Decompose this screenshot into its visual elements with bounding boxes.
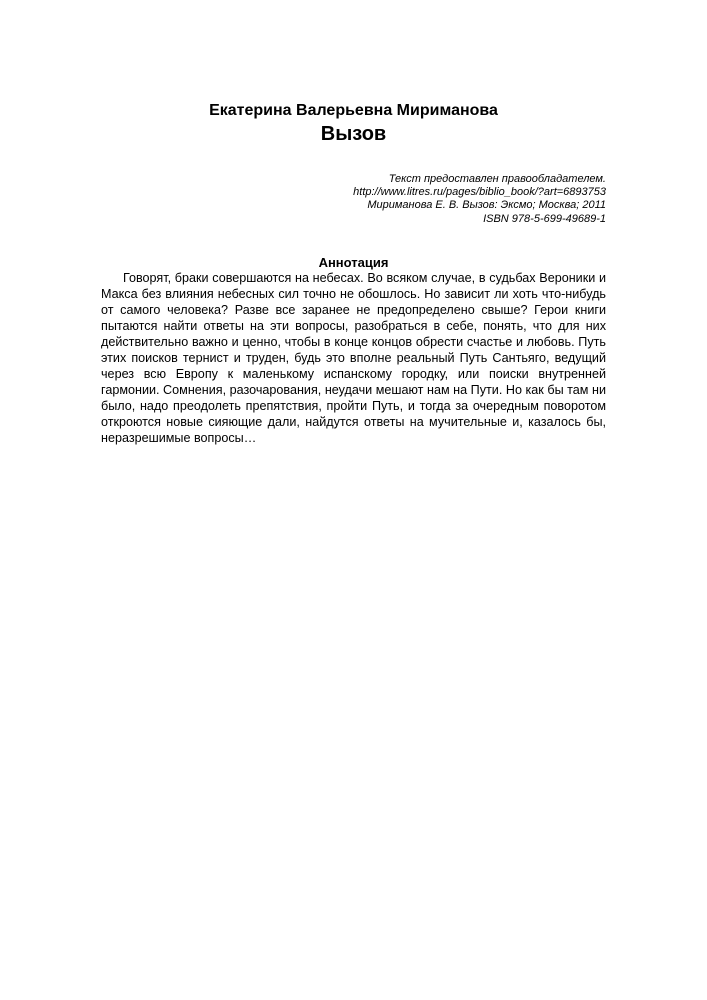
- book-title: Вызов: [320, 123, 387, 145]
- rights-holder-note: Текст предоставлен правообладателем.: [388, 173, 606, 185]
- source-info: [186, 173, 606, 226]
- annotation-text: Говорят, браки совершаются на небесах. Во всяком случае, в судьбах Вероники и Макса без влияния небесных сил точно не обошлось. Но зависит ли хоть что-нибудь от самого человека? Разве все заранее не предопределено свыше? Герои книги пытаются найти ответы на эти вопросы, разобраться в себе, понять, что для них действительно важно и ценно, чтобы в конце концов обрести счастье и любовь. Путь этих поисков тернист и труден, будь это вполне реальный Путь Сантьяго, ведущий через всю Европу к маленькому испанскому городку, или поиски внутренней гармонии. Сомнения, разочарования, неудачи мешают нам на Пути. Но как бы там ни было, надо преодолеть препятствия, пройти Путь, и тогда за очередным поворотом откроются новые сияющие дали, найдутся ответы на мучительные и, казалось бы, неразрешимые вопросы…: [101, 271, 606, 445]
- annotation-heading: Аннотация: [318, 255, 389, 270]
- source-url: http://www.litres.ru/pages/biblio_book/?art=6893753: [353, 186, 606, 199]
- citation: Мириманова Е. В. Вызов: Эксмо; Москва; 2011: [367, 199, 606, 212]
- isbn: ISBN 978-5-699-49689-1: [483, 212, 606, 225]
- author-name: Екатерина Валерьевна Мириманова: [209, 102, 498, 119]
